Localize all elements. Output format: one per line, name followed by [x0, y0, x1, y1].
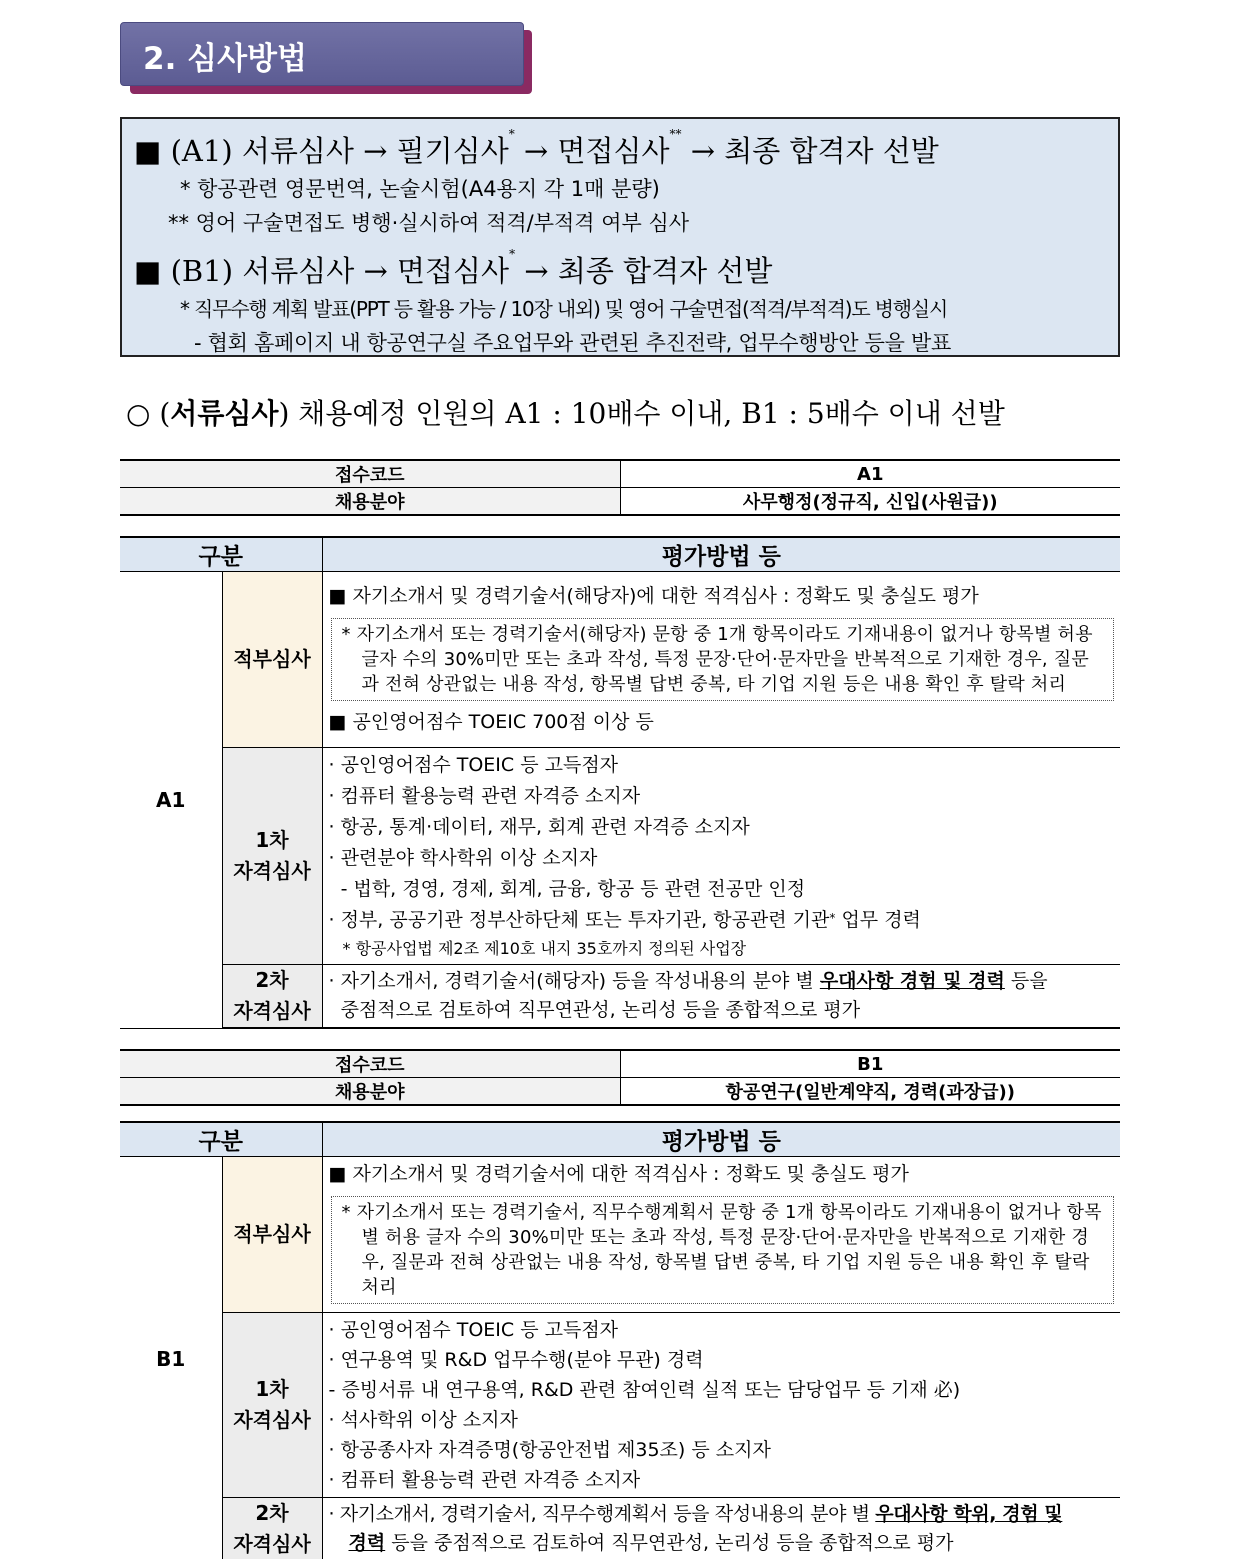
- a1-process-end: → 최종 합격자 선발: [681, 134, 939, 168]
- section-title-badge: [120, 22, 532, 94]
- a1-item6-post: 업무 경력: [835, 909, 921, 931]
- b1-field-row: [120, 1078, 1120, 1106]
- review-bullet: ○: [126, 397, 151, 430]
- b1-second-line1: [329, 1500, 1115, 1529]
- a1-code-value: A1: [620, 460, 1120, 488]
- a1-code-row: [120, 460, 1120, 488]
- review-rest: ) 채용예정 인원의 A1 : 10배수 이내, B1 : 5배수 이내 선발: [278, 397, 1005, 430]
- a1-first-body: [322, 748, 1120, 965]
- b1-process-prefix: ■ (B1) 서류심사 → 면접심사: [134, 254, 510, 288]
- a1-row-second: [120, 965, 1120, 1029]
- a1-item6-sup: *: [829, 911, 836, 925]
- section-title: 2. 심사방법: [143, 41, 307, 77]
- a1-sup2: **: [669, 127, 682, 141]
- b1-code-label: 접수코드: [120, 1050, 620, 1078]
- a1-process-line: [134, 129, 939, 170]
- a1-header-gubun: 구분: [120, 537, 322, 572]
- b1-screening-line1: ■ 자기소개서 및 경력기술서에 대한 적격심사 : 정확도 및 충실도 평가: [328, 1163, 909, 1185]
- b1-first-item: · 공인영어점수 TOEIC 등 고득점자: [328, 1319, 619, 1341]
- a1-field-label: 채용분야: [120, 488, 620, 516]
- a1-first-item: · 공인영어점수 TOEIC 등 고득점자: [328, 754, 619, 776]
- b1-second-pre: · 자기소개서, 경력기술서, 직무수행계획서 등을 작성내용의 분야 별: [328, 1503, 876, 1525]
- a1-screening-line2: ■ 공인영어점수 TOEIC 700점 이상 등: [328, 711, 654, 733]
- a1-sup1: *: [508, 127, 515, 141]
- a1-first-item: · 컴퓨터 활용능력 관련 자격증 소지자: [328, 785, 641, 807]
- b1-first-item: - 증빙서류 내 연구용역, R&D 관련 참여인력 실적 또는 담당업무 등 기재 必): [328, 1379, 961, 1401]
- b1-eval-header: [120, 1122, 1120, 1157]
- a1-second-post: 등을: [1004, 970, 1048, 992]
- review-bold-label: 서류심사: [170, 397, 279, 430]
- a1-row-first: [120, 748, 1120, 965]
- b1-note2: - 협회 홈페이지 내 항공연구실 주요업무와 관련된 추진전략, 업무수행방안 등을 발표: [194, 331, 951, 355]
- b1-process-end: → 최종 합격자 선발: [515, 254, 773, 288]
- b1-screening-body: [322, 1157, 1120, 1313]
- b1-second-body: [322, 1498, 1120, 1559]
- review-paren-open: (: [159, 397, 171, 430]
- a1-first-item: · 관련분야 학사학위 이상 소지자: [328, 847, 598, 869]
- a1-second-line1: [329, 967, 1115, 996]
- b1-first-name-2: 자격심사: [233, 1408, 311, 1432]
- b1-screening-name: 적부심사: [222, 1157, 322, 1313]
- a1-second-bold: 우대사항 경험 및 경력: [819, 970, 1005, 992]
- a1-process-prefix: ■ (A1) 서류심사 → 필기심사: [134, 134, 509, 168]
- a1-second-name-2: 자격심사: [233, 999, 311, 1023]
- a1-first-footnote: * 항공사업법 제2조 제10호 내지 35호까지 정의된 사업장: [342, 939, 747, 958]
- b1-second-bold2: 경력: [348, 1532, 386, 1554]
- a1-second-name: [222, 965, 322, 1029]
- a1-code-table: [120, 459, 1120, 516]
- a1-eval-table: [120, 536, 1120, 1029]
- a1-first-name-1: 1차: [255, 828, 289, 852]
- b1-header-eval: 평가방법 등: [322, 1122, 1120, 1157]
- b1-first-item: · 컴퓨터 활용능력 관련 자격증 소지자: [328, 1469, 641, 1491]
- a1-note2: ** 영어 구술면접도 병행·실시하여 적격/부적격 여부 심사: [168, 211, 690, 235]
- b1-field-value: 항공연구(일반계약직, 경력(과장급)): [620, 1078, 1120, 1106]
- b1-note1: * 직무수행 계획 발표(PPT 등 활용 가능 / 10장 내외) 및 영어 구술면접(적격/부적격)도 병행실시: [180, 297, 948, 321]
- b1-first-item: · 연구용역 및 R&D 업무수행(분야 무관) 경력: [328, 1349, 704, 1371]
- a1-screening-body: [322, 572, 1120, 748]
- a1-first-name: [222, 748, 322, 965]
- a1-second-body: [322, 965, 1120, 1029]
- a1-second-line2: 중점적으로 검토하여 직무연관성, 논리성 등을 종합적으로 평가: [328, 999, 861, 1021]
- b1-row-screening: [120, 1157, 1120, 1313]
- b1-first-item: · 석사학위 이상 소지자: [328, 1409, 518, 1431]
- b1-header-gubun: 구분: [120, 1122, 322, 1157]
- a1-screening-name: 적부심사: [222, 572, 322, 748]
- b1-second-name-1: 2차: [255, 1501, 289, 1525]
- b1-second-post: 등을 중점적으로 검토하여 직무연관성, 논리성 등을 종합적으로 평가: [385, 1532, 954, 1554]
- b1-eval-table: [120, 1121, 1120, 1559]
- a1-eval-header: [120, 537, 1120, 572]
- b1-row-first: [120, 1313, 1120, 1498]
- b1-second-line2: [329, 1529, 1115, 1558]
- b1-code-row: [120, 1050, 1120, 1078]
- b1-second-bold1: 우대사항 학위, 경험 및: [875, 1503, 1063, 1525]
- a1-second-name-1: 2차: [255, 968, 289, 992]
- a1-second-pre: · 자기소개서, 경력기술서(해당자) 등을 작성내용의 분야 별: [328, 970, 820, 992]
- a1-row-screening: [120, 572, 1120, 748]
- b1-second-name-2: 자격심사: [233, 1532, 311, 1556]
- b1-category: B1: [120, 1157, 222, 1559]
- a1-screening-line1: ■ 자기소개서 및 경력기술서(해당자)에 대한 적격심사 : 정확도 및 충실도 평가: [328, 585, 979, 607]
- a1-first-name-2: 자격심사: [233, 859, 311, 883]
- document-review-line: [126, 392, 1005, 432]
- b1-code-table: [120, 1049, 1120, 1106]
- b1-sup1: *: [509, 247, 516, 261]
- a1-first-item: - 법학, 경영, 경제, 회계, 금융, 항공 등 관련 전공만 인정: [328, 878, 806, 900]
- a1-field-row: [120, 488, 1120, 516]
- a1-first-item6: [329, 905, 1115, 936]
- a1-category: A1: [120, 572, 222, 1029]
- b1-first-name-1: 1차: [255, 1377, 289, 1401]
- b1-second-name: [222, 1498, 322, 1559]
- summary-box: [120, 117, 1120, 357]
- b1-first-body: [322, 1313, 1120, 1498]
- b1-process-line: [134, 249, 772, 290]
- a1-screening-note: * 자기소개서 또는 경력기술서(해당자) 문항 중 1개 항목이라도 기재내용이 없거나 항목별 허용 글자 수의 30%미만 또는 초과 작성, 특정 문장·단어·문자만을 반복적으로 기재한 경우, 질문과 전혀 상관없는 내용 작성, 항목별 답변 중복, 타 기업 지원 등은 내용 확인 후 탈락 처리: [331, 618, 1115, 701]
- b1-first-name: [222, 1313, 322, 1498]
- b1-code-value: B1: [620, 1050, 1120, 1078]
- b1-field-label: 채용분야: [120, 1078, 620, 1106]
- a1-field-value: 사무행정(정규직, 신입(사원급)): [620, 488, 1120, 516]
- a1-first-item: · 항공, 통계·데이터, 재무, 회계 관련 자격증 소지자: [328, 816, 750, 838]
- a1-process-mid: → 면접심사: [514, 134, 670, 168]
- b1-row-second: [120, 1498, 1120, 1559]
- a1-note1: * 항공관련 영문번역, 논술시험(A4용지 각 1매 분량): [180, 177, 660, 201]
- b1-screening-note: * 자기소개서 또는 경력기술서, 직무수행계획서 문항 중 1개 항목이라도 기재내용이 없거나 항목별 허용 글자 수의 30%미만 또는 초과 작성, 특정 문장·단어·문자만을 반복적으로 기재한 경우, 질문과 전혀 상관없는 내용 작성, 항목별 답변 중복, 타 기업 지원 등은 내용 확인 후 탈락 처리: [331, 1196, 1115, 1304]
- a1-header-eval: 평가방법 등: [322, 537, 1120, 572]
- b1-first-item: · 항공종사자 자격증명(항공안전법 제35조) 등 소지자: [328, 1439, 771, 1461]
- a1-item6-pre: · 정부, 공공기관 정부산하단체 또는 투자기관, 항공관련 기관: [328, 909, 830, 931]
- a1-code-label: 접수코드: [120, 460, 620, 488]
- title-box: [120, 22, 524, 86]
